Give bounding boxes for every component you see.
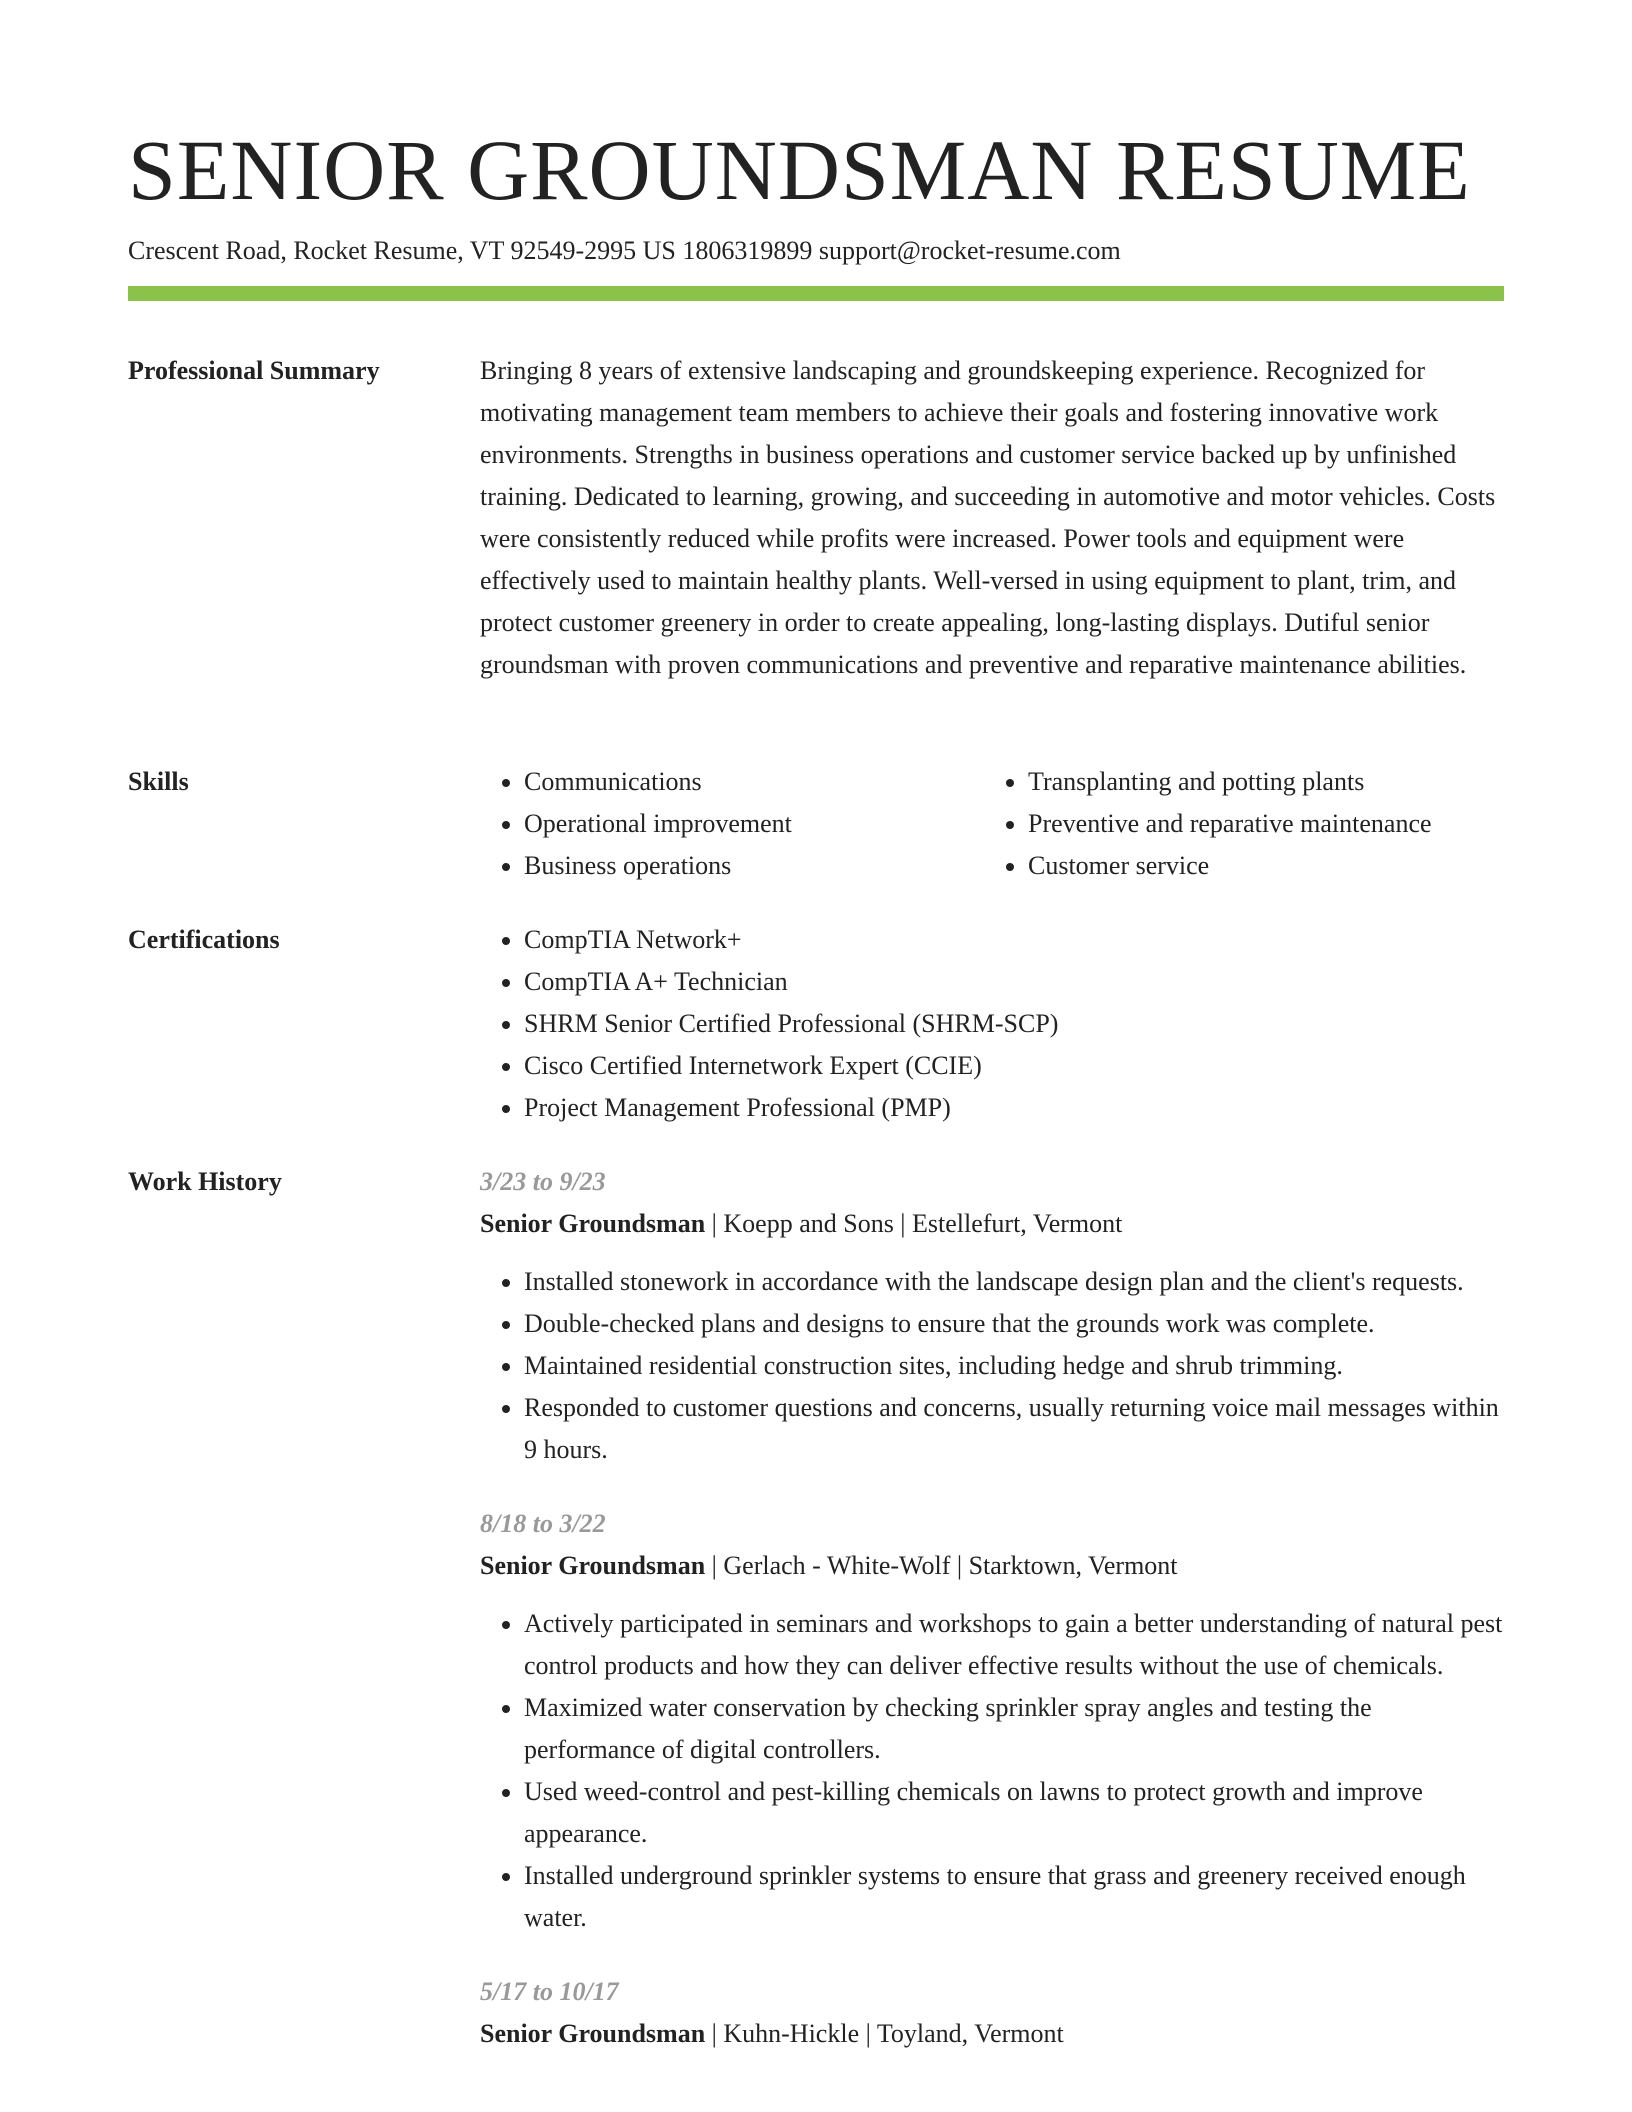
job-entry — [480, 1971, 1504, 2055]
job-bullet: • Used weed-control and pest-killing chemicals on lawns to protect growth and improve appearance. — [524, 1771, 1504, 1855]
skills-list-right — [984, 761, 1548, 887]
skill-item: • Operational improvement — [524, 803, 984, 845]
job-entry — [480, 1503, 1504, 1939]
job-title: Senior Groundsman — [480, 1209, 706, 1238]
job-dates: 8/18 to 3/22 — [480, 1509, 606, 1538]
job-heading — [480, 1545, 1504, 1587]
certification-item: • CompTIA Network+ — [524, 919, 1504, 961]
accent-divider — [128, 286, 1504, 301]
section-heading-work-history: Work History — [128, 1167, 282, 1196]
skill-item: • Business operations — [524, 845, 984, 887]
job-heading — [480, 2013, 1504, 2055]
job-bullet: • Double-checked plans and designs to ensure that the grounds work was complete. — [524, 1303, 1504, 1345]
section-heading-skills: Skills — [128, 767, 189, 796]
job-bullets — [480, 1603, 1504, 1939]
job-bullet: • Responded to customer questions and concerns, usually returning voice mail messages within 9 hours. — [524, 1387, 1504, 1471]
job-heading — [480, 1203, 1504, 1245]
job-title: Senior Groundsman — [480, 1551, 706, 1580]
job-details: | Koepp and Sons | Estellefurt, Vermont — [705, 1209, 1123, 1238]
job-bullet: • Actively participated in seminars and workshops to gain a better understanding of natural pest control products and how they can deliver effective results without the use of chemicals. — [524, 1603, 1504, 1687]
job-entry — [480, 1161, 1504, 1471]
job-bullet: • Maintained residential construction sites, including hedge and shrub trimming. — [524, 1345, 1504, 1387]
skill-item: • Customer service — [1028, 845, 1548, 887]
skill-item: • Communications — [524, 761, 984, 803]
resume-header — [128, 118, 1504, 268]
skill-item: • Preventive and reparative maintenance — [1028, 803, 1548, 845]
contact-line: Crescent Road, Rocket Resume, VT 92549-2995 US 1806319899 support@rocket-resume.com — [128, 236, 1121, 265]
job-details: | Kuhn-Hickle | Toyland, Vermont — [705, 2019, 1064, 2048]
certification-item: • SHRM Senior Certified Professional (SHRM-SCP) — [524, 1003, 1504, 1045]
skills-list-left — [480, 761, 984, 887]
certification-item: • Project Management Professional (PMP) — [524, 1087, 1504, 1129]
skill-item: • Transplanting and potting plants — [1028, 761, 1548, 803]
certification-item: • Cisco Certified Internetwork Expert (CCIE) — [524, 1045, 1504, 1087]
certifications-list — [480, 919, 1504, 1129]
job-details: | Gerlach - White-Wolf | Starktown, Vermont — [705, 1551, 1178, 1580]
job-title: Senior Groundsman — [480, 2019, 706, 2048]
section-heading-summary: Professional Summary — [128, 356, 380, 385]
certification-item: • CompTIA A+ Technician — [524, 961, 1504, 1003]
summary-text: Bringing 8 years of extensive landscaping and groundskeeping experience. Recognized for motivating management team members to achieve their goals and fostering innovative work environments. Strengths in business operations and customer service backed up by unfinished training. Dedicated to learning, growing, and succeeding in automotive and motor vehicles. Costs were consistently reduced while profits were increased. Power tools and equipment were effectively used to maintain healthy plants. Well-versed in using equipment to plant, trim, and protect customer greenery in order to create appealing, long-lasting displays. Dutiful senior groundsman with proven communications and preventive and reparative maintenance abilities. — [480, 356, 1496, 679]
job-dates: 5/17 to 10/17 — [480, 1977, 619, 2006]
job-bullet: • Maximized water conservation by checking sprinkler spray angles and testing the performance of digital controllers. — [524, 1687, 1504, 1771]
job-bullet: • Installed stonework in accordance with the landscape design plan and the client's requests. — [524, 1261, 1504, 1303]
section-heading-certifications: Certifications — [128, 925, 280, 954]
resume-title: SENIOR GROUNDSMAN RESUME — [128, 122, 1471, 218]
job-bullet: • Installed underground sprinkler systems to ensure that grass and greenery received enough water. — [524, 1855, 1504, 1939]
job-dates: 3/23 to 9/23 — [480, 1167, 606, 1196]
job-bullets — [480, 1261, 1504, 1471]
